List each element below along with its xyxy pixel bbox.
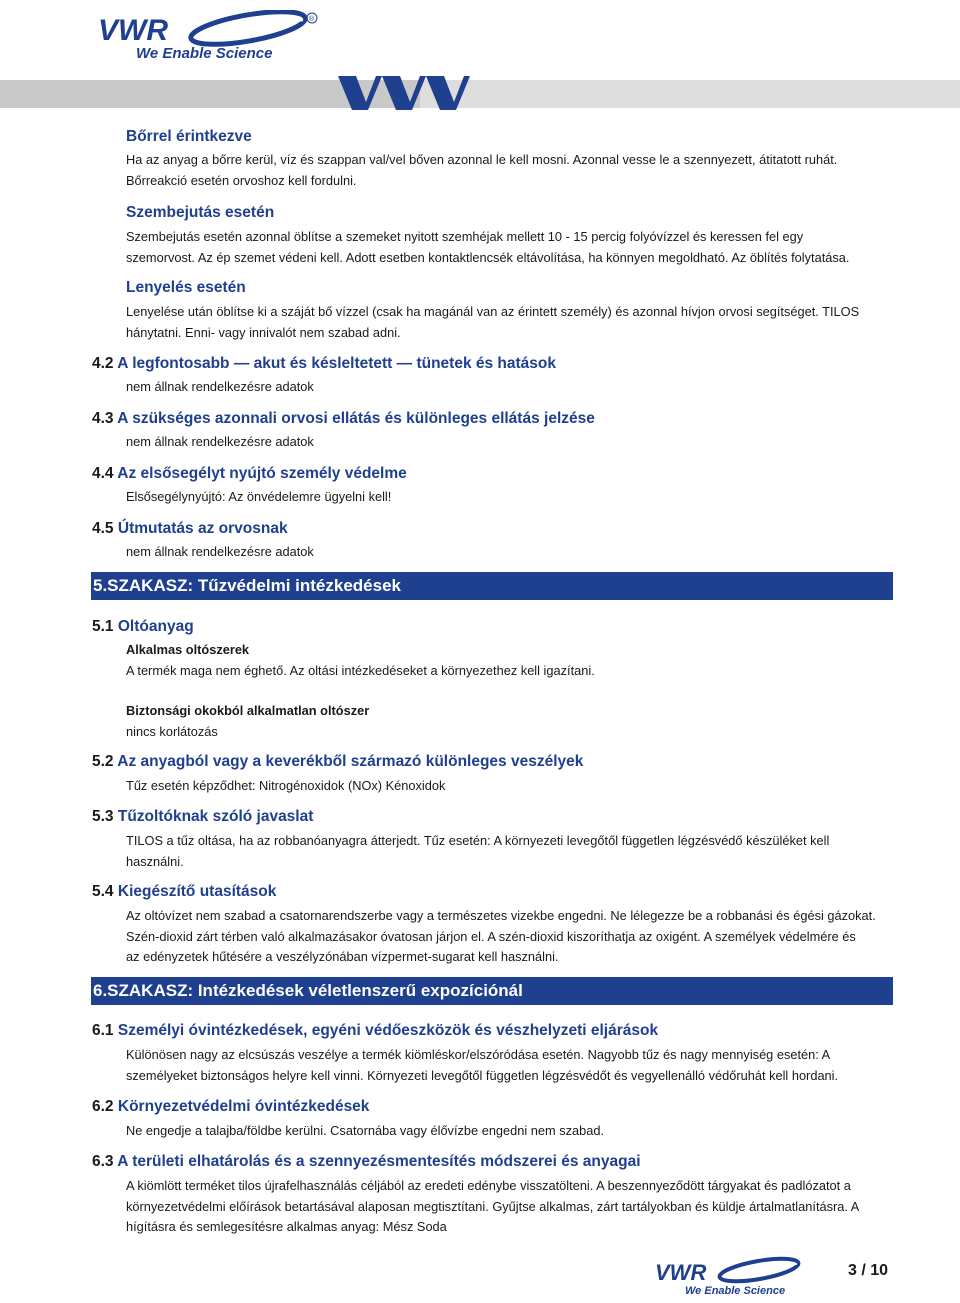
section-title: Az anyagból vagy a keverékből származó különleges veszélyek xyxy=(117,753,584,770)
ingest-text-line-2: hánytatni. Enni- vagy innivalót nem szabad adni. xyxy=(126,324,401,340)
unsuitable-media-label: Biztonsági okokból alkalmatlan oltószer xyxy=(126,703,370,718)
header-band-accent xyxy=(420,80,960,108)
vwr-logo xyxy=(98,10,318,62)
section-4-2-heading xyxy=(92,355,556,373)
section-5-4-heading xyxy=(92,883,276,901)
eye-contact-heading: Szembejutás esetén xyxy=(126,204,275,221)
section-number: 6.3 xyxy=(92,1153,114,1170)
s63-line-2: környezetvédelmi előírások betartásával alaposan megtisztítani. Gyűjtse alkalmas, zárt tartályokban és küldje ártalmatlanításra. A xyxy=(126,1198,860,1214)
section-number: 6.2 xyxy=(92,1098,114,1115)
skin-text-line-2: Bőrreakció esetén orvoshoz kell fordulni. xyxy=(126,172,357,188)
eye-text-line-2: szemorvost. Az ép szemet védeni kell. Adott esetben kontaktlencsék eltávolítása, ha könnyen megoldható. Az öblítés folytatása. xyxy=(126,249,850,265)
section-6-3-text xyxy=(126,1176,886,1238)
section-number: 5.4 xyxy=(92,883,114,900)
section-6-3-heading xyxy=(92,1153,641,1171)
section-4-5-heading xyxy=(92,520,288,538)
section-6-1-text xyxy=(126,1045,886,1086)
section-4-4-heading xyxy=(92,465,407,483)
skin-contact-text xyxy=(126,150,886,191)
section-5-1-heading xyxy=(92,618,194,636)
ingestion-heading: Lenyelés esetén xyxy=(126,279,246,296)
footer-vwr-logo xyxy=(655,1256,805,1298)
section-number: 4.2 xyxy=(92,355,114,372)
section-5-2-heading xyxy=(92,753,583,771)
s61-line-2: személyeket biztonságos helyre kell vinni. Környezeti levegőtől független légzésvédőt és vegyellenálló védőruhát kell hordani. xyxy=(126,1067,839,1083)
section-title: Az elsősegélyt nyújtó személy védelme xyxy=(117,465,407,482)
section-6-bar: 6.SZAKASZ: Intézkedések véletlenszerű expozíciónál xyxy=(91,977,893,1005)
s53-line-1: TILOS a tűz oltása, ha az robbanóanyagra átterjedt. Tűz esetén: A környezeti levegőtől független légzésvédő készüléket kell xyxy=(126,833,830,848)
section-title: A legfontosabb — akut és késleltetett — tünetek és hatások xyxy=(117,355,557,372)
unsuitable-media-text: nincs korlátozás xyxy=(126,724,218,739)
page-header xyxy=(0,0,960,110)
section-title: Oltóanyag xyxy=(117,618,194,635)
section-number: 5.2 xyxy=(92,753,114,770)
eye-text-line-1: Szembejutás esetén azonnal öblítse a szemeket nyitott szemhéjak mellett 10 - 15 percig folyóvízzel és keressen fel egy xyxy=(126,229,804,244)
section-5-3-heading xyxy=(92,808,313,826)
section-title: A szükséges azonnali orvosi ellátás és különleges ellátás jelzése xyxy=(117,410,595,427)
section-6-1-heading xyxy=(92,1022,658,1040)
section-title: Útmutatás az orvosnak xyxy=(117,520,288,537)
s54-line-3: az edényzetek hűtésére a veszélyzónában vízpermet-sugarat kell használni. xyxy=(126,949,559,964)
page-number: 3 / 10 xyxy=(848,1262,889,1279)
section-title: A területi elhatárolás és a szennyezésmentesítés módszerei és anyagai xyxy=(117,1153,641,1170)
section-4-2-text: nem állnak rendelkezésre adatok xyxy=(126,379,314,394)
section-5-3-text xyxy=(126,831,886,872)
section-number: 4.5 xyxy=(92,520,114,537)
section-number: 6.1 xyxy=(92,1022,114,1039)
section-number: 4.3 xyxy=(92,410,114,427)
s61-line-1: Különösen nagy az elcsúszás veszélye a termék kiömléskor/elszóródása esetén. Nagyobb tűz és nagy mennyiség esetén: A xyxy=(126,1047,831,1062)
registered-mark: ® xyxy=(309,16,315,23)
skin-text-line-1: Ha az anyag a bőrre kerül, víz és szappan val/vel bőven azonnal le kell mosni. Azonnal vesse le a szennyezett, átitatott ruhát. xyxy=(126,152,838,167)
logo-wordmark: VWR xyxy=(98,14,168,47)
section-number: 4.4 xyxy=(92,465,114,482)
s54-line-2: Szén-dioxid zárt térben való alkalmazásakor óvatosan járjon el. A szén-dioxid kiszoríthatja az oxigént. A személyek védelmére és xyxy=(126,928,856,944)
s63-line-1: A kiömlött terméket tilos újrafelhasználás céljából az eredeti edénybe visszatölteni. A beszennyeződött tárgyakat és padlózatot a xyxy=(126,1178,851,1193)
section-4-4-text: Elsősegélynyújtó: Az önvédelemre ügyelni kell! xyxy=(126,489,392,504)
logo-tagline: We Enable Science xyxy=(136,45,273,62)
section-title: Tűzoltóknak szóló javaslat xyxy=(117,808,314,825)
section-6-2-heading xyxy=(92,1098,369,1116)
suitable-media-text: A termék maga nem éghető. Az oltási intézkedéseket a környezethez kell igazítani. xyxy=(126,663,595,678)
section-4-3-heading xyxy=(92,410,595,428)
section-5-4-text xyxy=(126,906,886,968)
eye-contact-text xyxy=(126,227,886,268)
footer-logo-wordmark: VWR xyxy=(655,1260,707,1285)
s53-line-2: használni. xyxy=(126,853,184,869)
suitable-media-label: Alkalmas oltószerek xyxy=(126,642,250,657)
section-6-2-text: Ne engedje a talajba/földbe kerülni. Csatornába vagy élővízbe engedni nem szabad. xyxy=(126,1123,605,1138)
section-4-3-text: nem állnak rendelkezésre adatok xyxy=(126,434,314,449)
section-title: Személyi óvintézkedések, egyéni védőeszközök és vészhelyzeti eljárások xyxy=(117,1022,659,1039)
ingest-text-line-1: Lenyelése után öblítse ki a száját bő vízzel (csak ha magánál van az érintett személy) és azonnal hívjon orvosi segítséget. TILOS xyxy=(126,304,860,319)
vvv-decoration-icon xyxy=(330,72,490,112)
section-number: 5.1 xyxy=(92,618,114,635)
s54-line-1: Az oltóvízet nem szabad a csatornarendszerbe vagy a természetes vizekbe engedni. Ne lélegezze be a robbanási és égési gázokat. xyxy=(126,908,876,923)
footer-logo-tagline: We Enable Science xyxy=(685,1285,786,1297)
section-5-bar: 5.SZAKASZ: Tűzvédelmi intézkedések xyxy=(91,572,893,600)
section-title: Környezetvédelmi óvintézkedések xyxy=(117,1098,370,1115)
section-number: 5.3 xyxy=(92,808,114,825)
skin-contact-heading: Bőrrel érintkezve xyxy=(126,128,252,145)
section-5-2-text: Tűz esetén képződhet: Nitrogénoxidok (NOx) Kénoxidok xyxy=(126,778,446,793)
section-4-5-text: nem állnak rendelkezésre adatok xyxy=(126,544,314,559)
section-title: Kiegészítő utasítások xyxy=(117,883,277,900)
ingestion-text xyxy=(126,302,886,343)
s63-line-3: hígításra és semlegesítésre alkalmas anyag: Mész Soda xyxy=(126,1219,447,1234)
